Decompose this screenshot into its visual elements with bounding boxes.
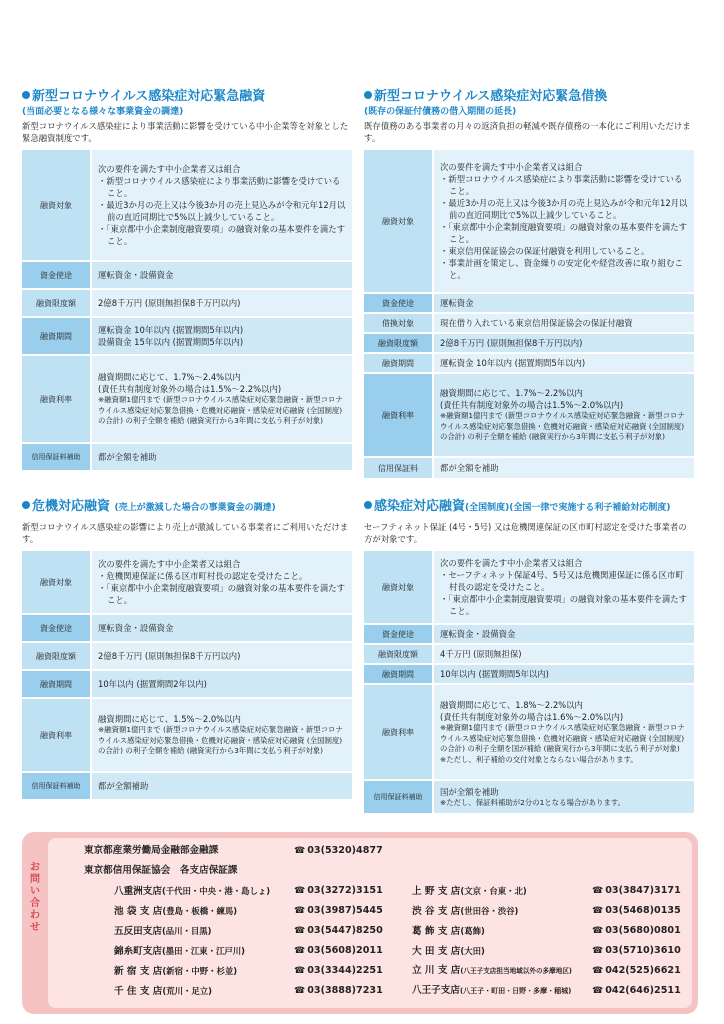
target-line: 次の要件を満たす中小企業者又は組合	[98, 559, 241, 569]
branch-row	[412, 884, 681, 899]
target-line: 次の要件を満たす中小企業者又は組合	[440, 558, 583, 568]
row-value: 10年以内 (据置期間5年以内)	[434, 665, 694, 683]
row-rate	[364, 685, 694, 779]
branch-area: (墨田・江東・江戸川)	[161, 946, 245, 956]
row-value	[434, 150, 694, 292]
branch-row	[412, 984, 681, 998]
rate-note: ※融資額1億円まで (新型コロナウイルス感染症対応緊急融資・新型コロナウイルス感染症対応緊急借換・危機対応融資・感染症対応融資 (全国制度) の合計) の利子全額を補給 (融資実行から3年間に支払う利子が対象)	[440, 411, 685, 442]
section-description: 新型コロナウイルス感染症により事業活動に影響を受けている中小企業等を対象とした緊急融資制度です。	[22, 121, 349, 143]
row-label: 融資利率	[22, 356, 90, 442]
row-use	[364, 625, 694, 643]
row-label: 信用保証料補助	[364, 781, 432, 813]
branch-phone: ☎ 03(5680)0801	[592, 924, 681, 938]
rate-line: (責任共有制度対象外の場合は1.6%～2.0%以内)	[440, 712, 624, 722]
target-line: ・事業計画を策定し、資金繰りの安定化や経営改善に取り組むこと。	[440, 258, 683, 280]
branch-name: 渋 谷 支 店	[412, 906, 461, 917]
row-value	[92, 551, 352, 613]
branch-area: (千代田・中央・港・島しょ)	[161, 886, 271, 896]
branch-row	[114, 984, 383, 999]
row-value	[92, 318, 352, 354]
row-limit	[22, 643, 352, 669]
row-label: 融資対象	[22, 551, 90, 613]
period-line: 設備資金 15年以内 (据置期間5年以内)	[98, 337, 244, 347]
rate-line: 融資期間に応じて、1.8%～2.2%以内	[440, 700, 583, 710]
row-label: 融資期間	[364, 665, 432, 683]
row-value: 運転資金 10年以内 (据置期間5年以内)	[434, 354, 694, 372]
rate-note: ※融資額1億円まで (新型コロナウイルス感染症対応緊急融資・新型コロナウイルス感染症対応緊急借換・危機対応融資・感染症対応融資 (全国制度) の合計) の利子全額を国が補給 (融資実行から3年間に支払う利子が対象)	[440, 723, 685, 753]
loan-table	[22, 551, 352, 799]
target-line: ・「東京都中小企業制度融資要項」の融資対象の基本要件を満たすこと。	[98, 224, 346, 246]
row-guarantee	[22, 444, 352, 470]
section-emergency-loan	[22, 88, 352, 470]
branch-phone: ☎ 03(5608)2011	[294, 944, 383, 958]
target-line: 次の要件を満たす中小企業者又は組合	[440, 162, 583, 172]
row-label: 融資限度額	[22, 643, 90, 669]
row-period	[22, 671, 352, 697]
row-label: 信用保証料	[364, 458, 432, 478]
section-subtitle: (既存の保証付債務の借入期間の延長)	[364, 107, 517, 117]
row-value	[92, 356, 352, 442]
branch-area: (豊島・板橋・練馬)	[162, 906, 238, 916]
row-target	[364, 551, 694, 623]
branch-row	[114, 964, 383, 979]
row-label: 融資利率	[364, 374, 432, 456]
section-description: セーフティネット保証 (4号・5号) 又は危機関連保証の区市町村認定を受けた事業者の方が対象です。	[364, 522, 687, 544]
branch-name: 上 野 支 店	[412, 886, 461, 897]
branch-name: 千 住 支 店	[114, 986, 163, 997]
loan-table	[364, 150, 694, 478]
branch-phone: ☎ 03(3987)5445	[294, 904, 383, 918]
row-label: 借換対象	[364, 314, 432, 332]
branch-row	[114, 884, 383, 899]
rate-line: 融資期間に応じて、1.7%～2.4%以内	[98, 372, 241, 383]
row-value	[434, 374, 694, 456]
row-target	[22, 551, 352, 613]
branch-row	[412, 924, 681, 939]
rate-note: ※ただし、利子補給の交付対象とならない場合があります。	[440, 754, 638, 764]
row-value	[92, 699, 352, 771]
loan-table	[22, 150, 352, 470]
row-label: 融資対象	[364, 150, 432, 292]
row-value: 運転資金	[434, 294, 694, 312]
section-title: 新型コロナウイルス感染症対応緊急融資	[22, 88, 352, 106]
branch-phone: ☎ 042(646)2511	[592, 984, 681, 998]
row-value	[92, 150, 352, 260]
branch-area: (荒川・足立)	[162, 986, 212, 996]
section-emergency-refinance	[364, 88, 694, 478]
contact-box	[22, 832, 698, 1014]
branch-name: 池 袋 支 店	[114, 906, 163, 917]
section-subtitle: (当面必要となる様々な事業資金の調達)	[22, 107, 184, 117]
branch-area: (新宿・中野・杉並)	[162, 966, 238, 976]
loan-table	[364, 551, 694, 813]
section-description: 新型コロナウイルス感染症の影響により売上が激減している事業者にご利用いただけます。	[22, 522, 349, 544]
bullet-icon	[364, 501, 372, 509]
target-line: ・危機関連保証に係る区市町村長の認定を受けたこと。	[98, 571, 308, 581]
row-use	[22, 262, 352, 288]
branch-phone: ☎ 042(525)6621	[592, 964, 681, 978]
row-refinance-target	[364, 314, 694, 332]
row-value: 運転資金・設備資金	[92, 615, 352, 641]
target-line: ・新型コロナウイルス感染症により事業活動に影響を受けていること。	[98, 176, 341, 198]
branch-name: 立 川 支 店	[412, 965, 461, 976]
branch-phone: ☎ 03(3888)7231	[294, 984, 383, 998]
row-value: 都が全額を補助	[434, 458, 694, 478]
row-period	[22, 318, 352, 354]
section-infection-loan	[364, 498, 694, 813]
branch-name: 八王子支店	[412, 985, 460, 996]
contact-heading: お問い合わせ	[30, 862, 40, 933]
row-value: 2億8千万円 (原則無担保8千万円以内)	[92, 643, 352, 669]
row-guarantee	[364, 781, 694, 813]
row-limit	[22, 290, 352, 316]
bullet-icon	[364, 91, 372, 99]
branch-area: (文京・台東・北)	[460, 886, 527, 896]
row-period	[364, 665, 694, 683]
row-limit	[364, 645, 694, 663]
guarantee-note: ※ただし、保証料補助が2分の1となる場合があります。	[440, 797, 625, 807]
rate-note: ※融資額1億円まで (新型コロナウイルス感染症対応緊急融資・新型コロナウイルス感染症対応緊急借換・危機対応融資・感染症対応融資 (全国制度) の合計) の利子全額を補給 (融資実行から3年間に支払う利子が対象)	[98, 725, 343, 756]
branch-name: 大 田 支 店	[412, 946, 461, 957]
row-limit	[364, 334, 694, 352]
contact-bureau	[84, 844, 383, 858]
row-label: 融資期間	[364, 354, 432, 372]
branch-name: 五反田支店	[114, 926, 162, 937]
row-label: 融資利率	[22, 699, 90, 771]
contact-name: 東京都産業労働局金融部金融課	[84, 845, 219, 856]
row-label: 融資利率	[364, 685, 432, 779]
row-value	[434, 685, 694, 779]
row-label: 融資対象	[364, 551, 432, 623]
contact-association: 東京都信用保証協会 各支店保証課	[84, 865, 238, 876]
row-label: 信用保証料補助	[22, 444, 90, 470]
row-value: 現在借り入れている東京信用保証協会の保証付融資	[434, 314, 694, 332]
branch-name: 錦糸町支店	[114, 946, 162, 957]
target-line: ・「東京都中小企業制度融資要項」の融資対象の基本要件を満たすこと。	[440, 594, 688, 616]
branch-area: (八王子支店担当地域以外の多摩地区)	[460, 967, 572, 975]
branch-phone: ☎ 03(5468)0135	[592, 904, 681, 918]
row-label: 信用保証料補助	[22, 773, 90, 799]
target-line: ・東京信用保証協会の保証付融資を利用していること。	[440, 246, 650, 256]
section-title: 感染症対応融資(全国制度)(全国一律で実施する利子補給対応制度)	[364, 498, 694, 517]
target-line: ・「東京都中小企業制度融資要項」の融資対象の基本要件を満たすこと。	[440, 222, 688, 244]
section-title: 危機対応融資 (売上が激減した場合の事業資金の調達)	[22, 498, 352, 517]
rate-line: 融資期間に応じて、1.5%～2.0%以内	[98, 714, 241, 725]
bullet-icon	[22, 91, 30, 99]
row-target	[22, 150, 352, 260]
bullet-icon	[22, 501, 30, 509]
row-rate	[22, 356, 352, 442]
row-label: 融資対象	[22, 150, 90, 260]
row-value: 4千万円 (原則無担保)	[434, 645, 694, 663]
branch-row	[412, 964, 681, 978]
target-line: ・新型コロナウイルス感染症により事業活動に影響を受けていること。	[440, 174, 683, 196]
branch-row	[114, 904, 383, 919]
row-value: 2億8千万円 (原則無担保8千万円以内)	[92, 290, 352, 316]
contact-list	[48, 838, 692, 1008]
branch-area: (品川・目黒)	[161, 926, 212, 936]
row-label: 資金使途	[364, 625, 432, 643]
target-line: 次の要件を満たす中小企業者又は組合	[98, 164, 241, 174]
branch-row	[114, 944, 383, 959]
row-use	[22, 615, 352, 641]
branch-row	[412, 904, 681, 919]
branch-area: (葛飾)	[460, 926, 485, 936]
row-label: 融資限度額	[22, 290, 90, 316]
row-rate	[364, 374, 694, 456]
row-value: 都が全額を補助	[92, 444, 352, 470]
row-value	[434, 781, 694, 813]
target-line: ・セーフティネット保証4号、5号又は危機関連保証に係る区市町村長の認定を受けたこと。	[440, 570, 684, 592]
row-label: 融資期間	[22, 318, 90, 354]
branch-area: (世田谷・渋谷)	[460, 906, 519, 916]
section-description: 既存債務のある事業者の月々の返済負担の軽減や既存債務の一本化にご利用いただけます。	[364, 121, 691, 143]
row-label: 融資期間	[22, 671, 90, 697]
row-value: 10年以内 (据置期間2年以内)	[92, 671, 352, 697]
row-value: 運転資金・設備資金	[92, 262, 352, 288]
row-guarantee	[22, 773, 352, 799]
section-title: 新型コロナウイルス感染症対応緊急借換	[364, 88, 694, 106]
guarantee-line: 国が全額を補助	[440, 786, 499, 797]
row-rate	[22, 699, 352, 771]
row-value: 都が全額補助	[92, 773, 352, 799]
contact-phone: ☎ 03(5320)4877	[294, 844, 383, 858]
branch-area: (大田)	[460, 946, 485, 956]
row-label: 資金使途	[364, 294, 432, 312]
target-line: ・最近3か月の売上又は今後3か月の売上見込みが令和元年12月以前の直近同期比で5%以上減少していること。	[440, 198, 688, 220]
branch-phone: ☎ 03(3344)2251	[294, 964, 383, 978]
rate-line: (責任共有制度対象外の場合は1.5%～2.2%以内)	[98, 384, 282, 395]
branch-area: (八王子・町田・日野・多摩・稲城)	[459, 987, 572, 995]
target-line: ・最近3か月の売上又は今後3か月の売上見込みが令和元年12月以前の直近同期比で5%以上減少していること。	[98, 200, 346, 222]
row-target	[364, 150, 694, 292]
row-label: 資金使途	[22, 615, 90, 641]
row-value	[434, 551, 694, 623]
row-label: 融資限度額	[364, 645, 432, 663]
row-period	[364, 354, 694, 372]
branch-name: 葛 飾 支 店	[412, 926, 461, 937]
row-guarantee	[364, 458, 694, 478]
row-use	[364, 294, 694, 312]
period-line: 運転資金 10年以内 (据置期間5年以内)	[98, 325, 244, 335]
section-crisis-loan	[22, 498, 352, 799]
row-label: 資金使途	[22, 262, 90, 288]
branch-name: 八重洲支店	[114, 886, 162, 897]
target-line: ・「東京都中小企業制度融資要項」の融資対象の基本要件を満たすこと。	[98, 583, 346, 605]
branch-phone: ☎ 03(5447)8250	[294, 924, 383, 938]
branch-name: 新 宿 支 店	[114, 966, 163, 977]
branch-phone: ☎ 03(5710)3610	[592, 944, 681, 958]
rate-note: ※融資額1億円まで (新型コロナウイルス感染症対応緊急融資・新型コロナウイルス感染症対応緊急借換・危機対応融資・感染症対応融資 (全国制度) の合計) の利子全額を補給 (融資実行から3年間に支払う利子が対象)	[98, 395, 343, 426]
branch-phone: ☎ 03(3272)3151	[294, 884, 383, 898]
branch-row	[114, 924, 383, 939]
branch-phone: ☎ 03(3847)3171	[592, 884, 681, 898]
rate-line: 融資期間に応じて、1.7%～2.2%以内	[440, 388, 583, 399]
row-value: 2億8千万円 (原則無担保8千万円以内)	[434, 334, 694, 352]
row-label: 融資限度額	[364, 334, 432, 352]
branch-row	[412, 944, 681, 959]
row-value: 運転資金・設備資金	[434, 625, 694, 643]
rate-line: (責任共有制度対象外の場合は1.5%～2.0%以内)	[440, 400, 624, 411]
